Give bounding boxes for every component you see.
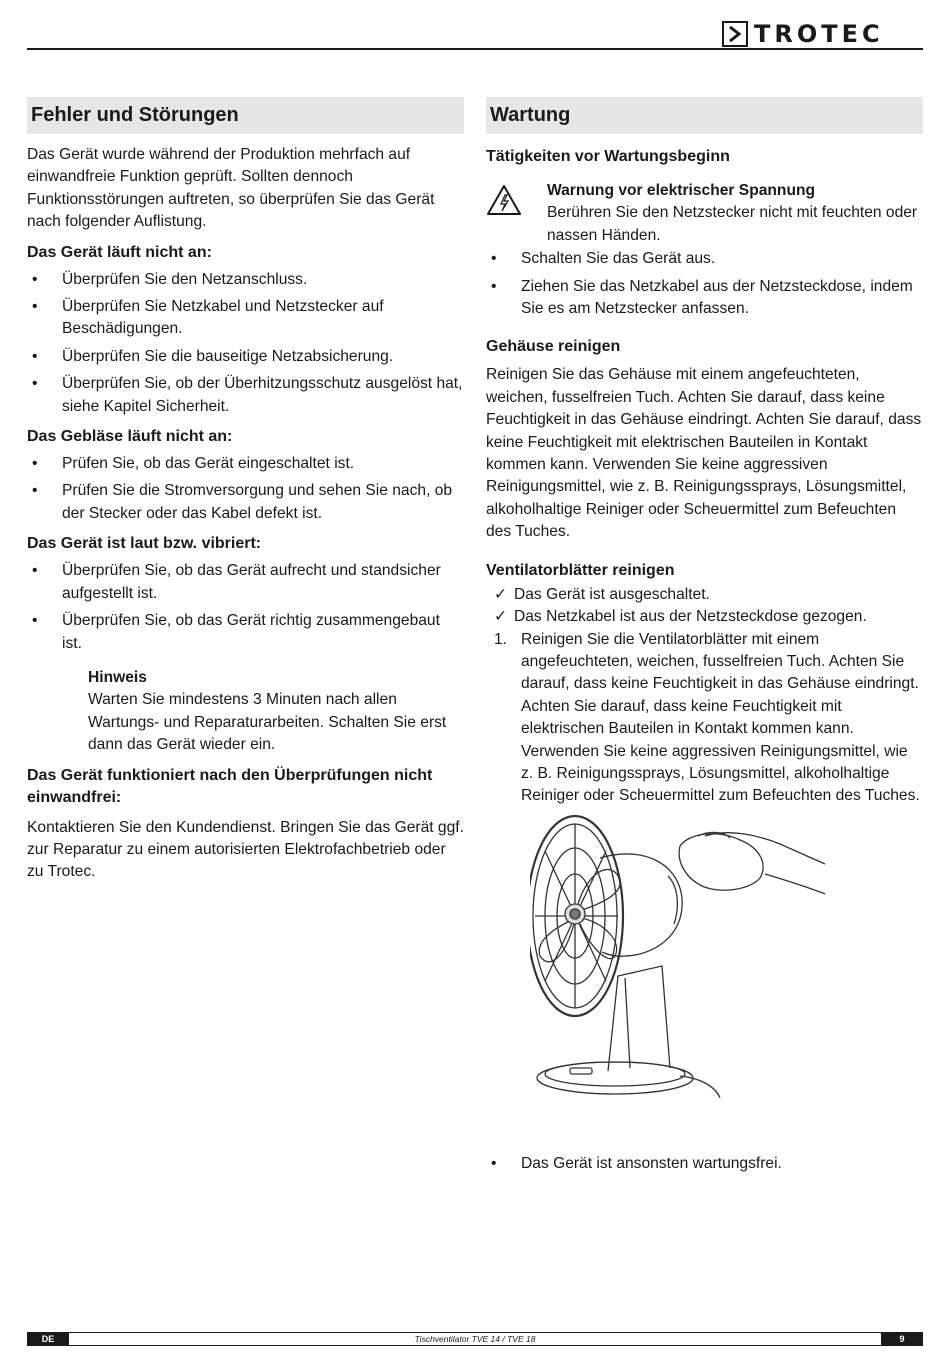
- sub-head-clean-blades: Ventilatorblätter reinigen: [486, 561, 675, 579]
- electric-warning-icon: [486, 180, 547, 247]
- intro-text: Das Gerät wurde während der Produktion mehrfach auf einwandfreie Funktion geprüft. Sollten dennoch Funktionsstörungen auftreten, so überprüfen Sie das Gerät nach folgender Auflistung.: [27, 146, 435, 231]
- checkmark-icon: ✓: [494, 608, 508, 626]
- fan-cleaning-illustration: [530, 806, 830, 1106]
- list-item: • Überprüfen Sie den Netzanschluss.: [32, 270, 308, 288]
- list-item: • Prüfen Sie, ob das Gerät eingeschaltet ist.: [32, 455, 355, 473]
- footer-language: DE: [27, 1332, 69, 1346]
- precondition-list: [486, 584, 923, 629]
- note-text: Warten Sie mindestens 3 Minuten nach allen Wartungs- und Reparaturarbeiten. Schalten Sie erst dann das Gerät wieder ein.: [88, 691, 447, 754]
- list-item: • Prüfen Sie die Stromversorgung und sehen Sie nach, ob der Stecker oder das Kabel defekt ist.: [32, 482, 453, 522]
- group-head-fan-not-running: Das Gebläse läuft nicht an:: [27, 428, 233, 446]
- header-rule: [27, 48, 923, 50]
- footer-bar: [27, 1332, 923, 1346]
- list-item: • Überprüfen Sie, ob das Gerät aufrecht und standsicher aufgestellt ist.: [32, 562, 441, 602]
- note-title: Hinweis: [88, 668, 147, 686]
- final-bullet-item: • Das Gerät ist ansonsten wartungsfrei.: [491, 1155, 782, 1172]
- clean-housing-text: Reinigen Sie das Gehäuse mit einem angefeuchteten, weichen, fusselfreien Tuch. Achten Sie darauf, dass keine Feuchtigkeit in das Gehäuse eindringt. Achten Sie darauf, dass keine Feuchtigkeit mit elektrischen Bauteilen in Kontakt kommen kann. Verwenden Sie keine aggressiven Reinigungsmittel, wie z. B. Reinigungssprays, Lösungsmittel, alkoholhaltige Reiniger oder Scheuermittel zum Befeuchten des Tuches.: [486, 366, 922, 541]
- list-item: • Überprüfen Sie, ob der Überhitzungsschutz ausgelöst hat, siehe Kapitel Sicherheit.: [32, 375, 463, 415]
- contact-service-text: Kontaktieren Sie den Kundendienst. Bringen Sie das Gerät ggf. zur Reparatur zu einem autorisierten Elektrofachbetrieb oder zu Trotec.: [27, 818, 464, 881]
- warning-text: Berühren Sie den Netzstecker nicht mit feuchten oder nassen Händen.: [547, 204, 918, 244]
- list-item: • Ziehen Sie das Netzkabel aus der Netzsteckdose, indem Sie es am Netzstecker anfassen.: [491, 277, 913, 318]
- group-head-noisy: Das Gerät ist laut bzw. vibriert:: [27, 535, 262, 553]
- checkmark-icon: ✓: [494, 585, 508, 603]
- bullet-list-noisy: [27, 560, 464, 655]
- footer-doc-title: Tischventilator TVE 14 / TVE 18: [414, 1334, 536, 1344]
- precondition-item: ✓ Das Netzkabel ist aus der Netzsteckdose gezogen.: [486, 606, 923, 628]
- brand-name: TROTEC: [754, 20, 884, 48]
- logo-chevron-icon: [722, 21, 748, 47]
- section-title-troubleshooting: Fehler und Störungen: [27, 97, 464, 134]
- step-text: Reinigen Sie die Ventilatorblätter mit einem angefeuchteten, weichen, fusselfreien Tuch. Achten Sie darauf, dass keine Feuchtigkeit in das Gehäuse eindringt. Achten Sie darauf, dass keine Feuchtigkeit mit elektrischen Bauteilen in Kontakt kommen kann. Verwenden Sie keine aggressiven Reinigungsmittel, wie z. B. Reinigungssprays, Lösungsmittel, alkoholhaltige Reiniger oder Scheuermittel zum Befeuchten des Tuches.: [521, 630, 920, 805]
- warning-block: [486, 180, 923, 247]
- sub-head-clean-housing: Gehäuse reinigen: [486, 338, 621, 356]
- warning-title: Warnung vor elektrischer Spannung: [547, 182, 816, 199]
- section-title-maintenance: Wartung: [486, 97, 923, 134]
- step-number: 1.: [494, 630, 508, 648]
- footer-page-number: 9: [881, 1332, 923, 1346]
- note-box: [88, 667, 464, 757]
- trotec-logo: [722, 20, 884, 48]
- left-column: [27, 97, 464, 884]
- list-item: • Überprüfen Sie Netzkabel und Netzstecker auf Beschädigungen.: [32, 298, 384, 338]
- precondition-item: ✓ Das Gerät ist ausgeschaltet.: [486, 584, 923, 606]
- sub-head-before-maintenance: Tätigkeiten vor Wartungsbeginn: [486, 148, 730, 165]
- group-head-still-faulty: Das Gerät funktioniert nach den Überprüfungen nicht einwandfrei:: [27, 766, 433, 806]
- bullet-list-fan-not-running: [27, 453, 464, 525]
- step-item: [486, 629, 923, 808]
- list-item: • Überprüfen Sie die bauseitige Netzabsicherung.: [32, 347, 394, 365]
- group-head-not-starting: Das Gerät läuft nicht an:: [27, 243, 212, 261]
- bullet-list-not-starting: [27, 269, 464, 418]
- list-item: • Überprüfen Sie, ob das Gerät richtig zusammengebaut ist.: [32, 612, 440, 652]
- list-item: • Schalten Sie das Gerät aus.: [491, 250, 716, 268]
- right-column: [486, 97, 923, 808]
- bullet-list-before-maintenance: [486, 248, 923, 320]
